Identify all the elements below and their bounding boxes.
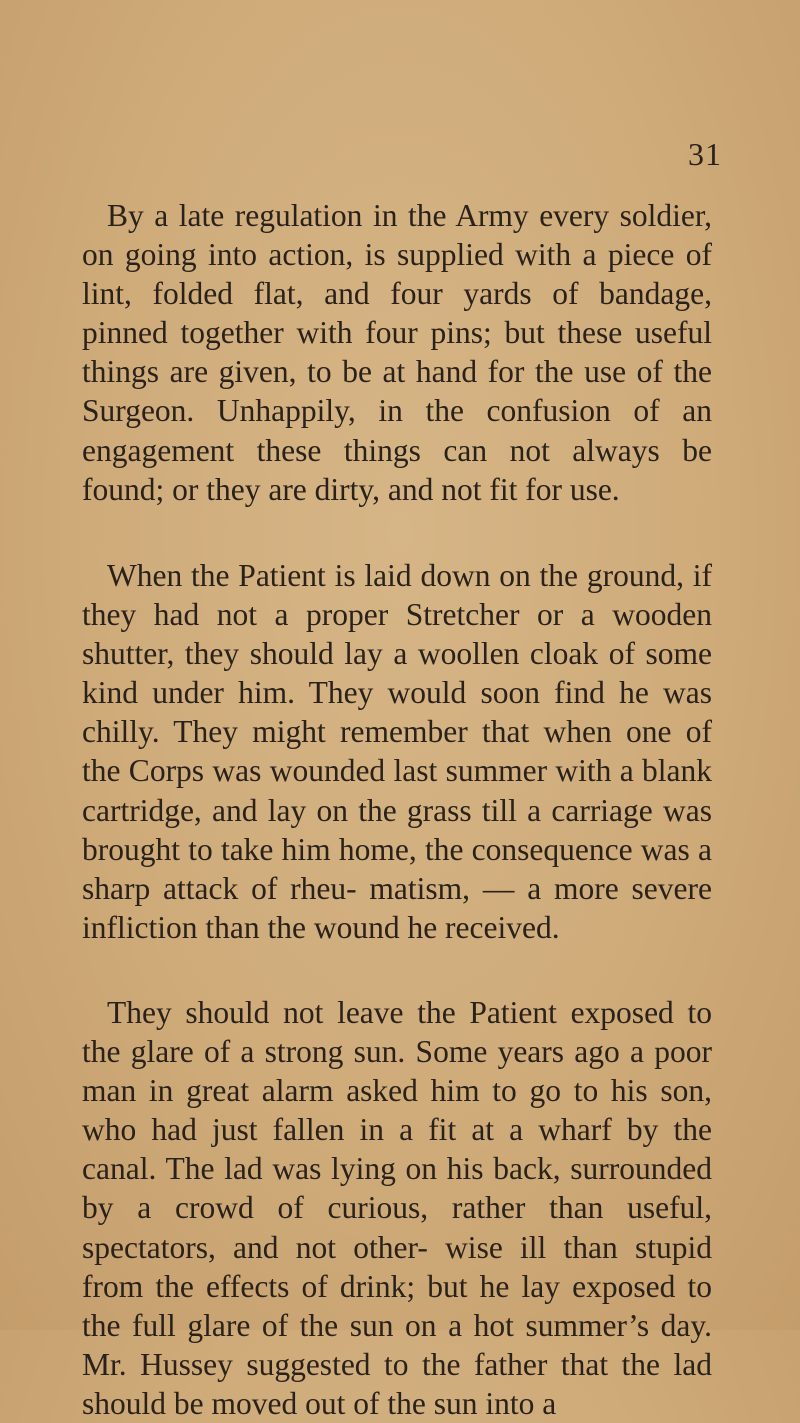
page-number: 31: [688, 136, 722, 172]
paragraph-sun-exposure: They should not leave the Patient exposed to the glare of a strong sun. Some years ago a poor man in great alarm asked him to go to his son, who had just fallen in a fit at a wharf by the canal. The lad was lying on his back, surrounded by a crowd of curious, rather than useful, spectators, and not other- wise ill than stupid from the effects of drink; but he lay exposed to the full glare of the sun on a hot summer’s day. Mr. Hussey suggested to the father that the lad should be moved out of the sun into a: [82, 995, 712, 1421]
paragraph-army-regulation: By a late regulation in the Army every soldier, on going into action, is supplied with a piece of lint, folded flat, and four yards of bandage, pinned together with four pins; but these useful things are given, to be at hand for the use of the Surgeon. Unhappily, in the confusion of an engagement these things can not always be found; or they are dirty, and not fit for use.: [82, 198, 712, 507]
paragraph-patient-ground: When the Patient is laid down on the ground, if they had not a proper Stretcher or a wooden shutter, they should lay a woollen cloak of some kind under him. They would soon find he was chilly. They might remember that when one of the Corps was wounded last summer with a blank cartridge, and lay on the grass till a carriage was brought to take him home, the consequence was a sharp attack of rheu- matism, — a more severe infliction than the wound he received.: [82, 558, 712, 945]
